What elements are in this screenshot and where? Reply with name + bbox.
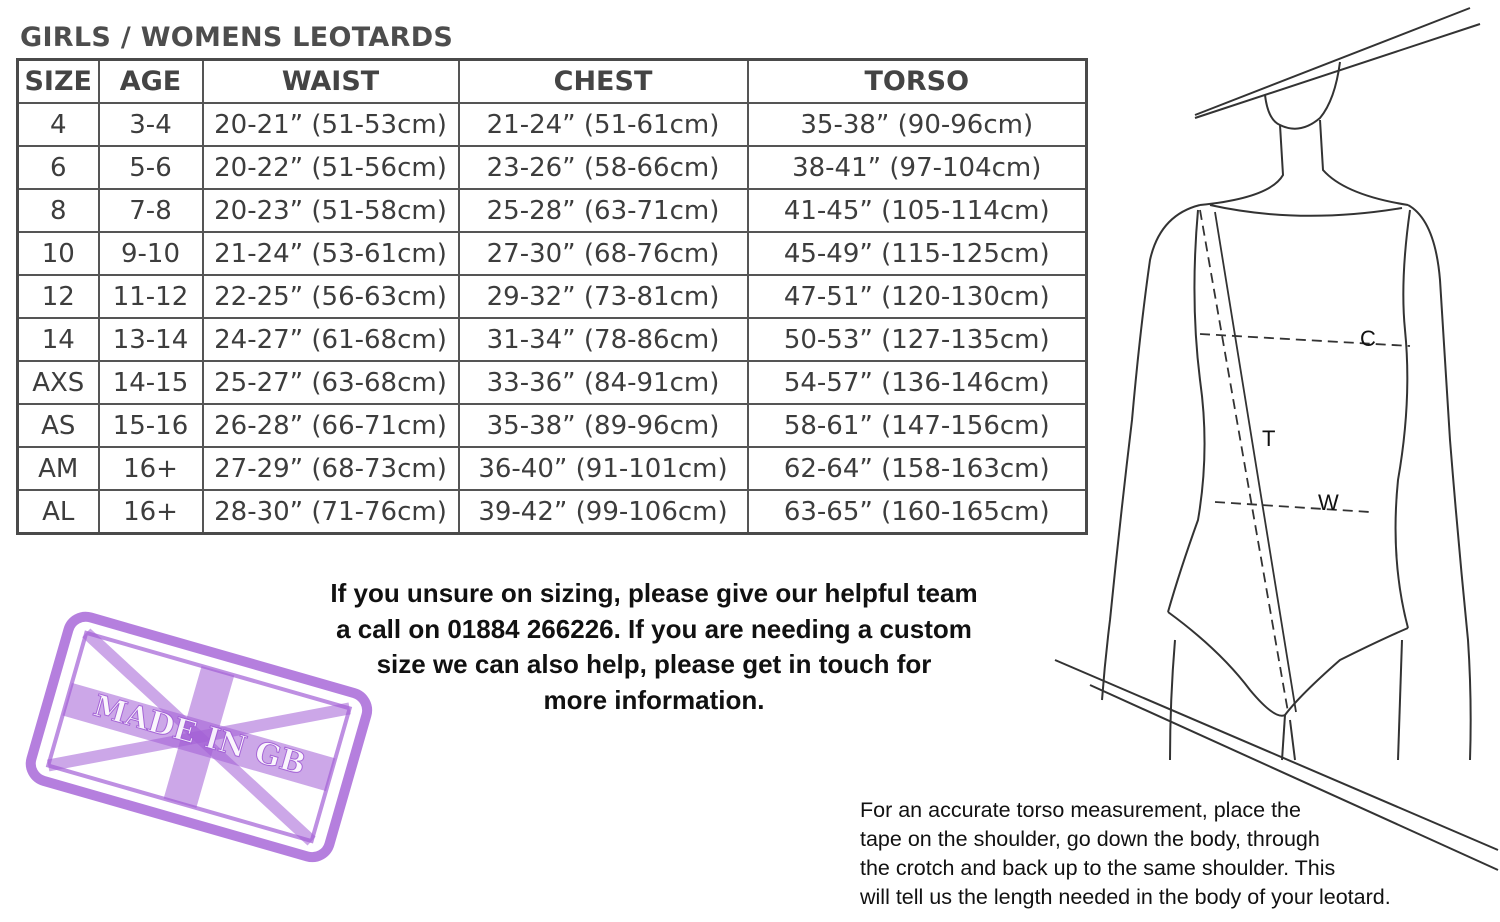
- page-title: GIRLS / WOMENS LEOTARDS: [20, 22, 454, 53]
- cell-waist: 20-22” (51-56cm): [203, 146, 459, 189]
- note-line: For an accurate torso measurement, place the: [860, 798, 1301, 822]
- cell-size: 14: [18, 318, 99, 361]
- header-torso: TORSO: [748, 60, 1087, 104]
- table-row: [18, 146, 1087, 189]
- note-line: tape on the shoulder, go down the body, through: [860, 827, 1320, 851]
- cell-size: AS: [18, 404, 99, 447]
- chest-label: C: [1360, 326, 1376, 351]
- header-chest: CHEST: [459, 60, 748, 104]
- help-line: more information.: [543, 684, 765, 715]
- cell-size: 6: [18, 146, 99, 189]
- cell-size: AL: [18, 490, 99, 534]
- cell-chest: 21-24” (51-61cm): [459, 103, 748, 146]
- cell-torso: 47-51” (120-130cm): [748, 275, 1087, 318]
- size-chart-table: [16, 58, 1088, 535]
- table-row: [18, 232, 1087, 275]
- torso-label: T: [1262, 426, 1276, 451]
- cell-age: 16+: [99, 490, 203, 534]
- made-in-gb-stamp: [0, 610, 400, 910]
- cell-chest: 27-30” (68-76cm): [459, 232, 748, 275]
- stamp-text: MADE IN GB: [89, 688, 310, 783]
- cell-size: 8: [18, 189, 99, 232]
- cell-age: 5-6: [99, 146, 203, 189]
- cell-chest: 39-42” (99-106cm): [459, 490, 748, 534]
- help-line: a call on 01884 266226. If you are needing a custom: [336, 613, 972, 644]
- cell-torso: 41-45” (105-114cm): [748, 189, 1087, 232]
- table-row: [18, 404, 1087, 447]
- help-line: If you unsure on sizing, please give our helpful team: [330, 578, 978, 608]
- cell-age: 3-4: [99, 103, 203, 146]
- cell-waist: 26-28” (66-71cm): [203, 404, 459, 447]
- cell-waist: 20-23” (51-58cm): [203, 189, 459, 232]
- cell-torso: 35-38” (90-96cm): [748, 103, 1087, 146]
- cell-waist: 27-29” (68-73cm): [203, 447, 459, 490]
- table-row: [18, 103, 1087, 146]
- cell-age: 13-14: [99, 318, 203, 361]
- cell-age: 14-15: [99, 361, 203, 404]
- cell-torso: 62-64” (158-163cm): [748, 447, 1087, 490]
- cell-waist: 24-27” (61-68cm): [203, 318, 459, 361]
- table-header-row: [18, 60, 1087, 104]
- note-line: will tell us the length needed in the body of your leotard.: [860, 885, 1391, 909]
- cell-waist: 25-27” (63-68cm): [203, 361, 459, 404]
- table-row: [18, 447, 1087, 490]
- table-row: [18, 361, 1087, 404]
- cell-size: 10: [18, 232, 99, 275]
- note-line: the crotch and back up to the same shoulder. This: [860, 856, 1336, 880]
- cell-waist: 20-21” (51-53cm): [203, 103, 459, 146]
- cell-age: 16+: [99, 447, 203, 490]
- cell-age: 9-10: [99, 232, 203, 275]
- table-row: [18, 189, 1087, 232]
- help-line: size we can also help, please get in touch for: [376, 649, 932, 679]
- cell-age: 15-16: [99, 404, 203, 447]
- cell-torso: 54-57” (136-146cm): [748, 361, 1087, 404]
- waist-label: W: [1318, 490, 1339, 515]
- cell-chest: 35-38” (89-96cm): [459, 404, 748, 447]
- cell-chest: 33-36” (84-91cm): [459, 361, 748, 404]
- header-size: SIZE: [18, 60, 99, 104]
- cell-chest: 36-40” (91-101cm): [459, 447, 748, 490]
- cell-chest: 23-26” (58-66cm): [459, 146, 748, 189]
- cell-waist: 21-24” (53-61cm): [203, 232, 459, 275]
- cell-torso: 45-49” (115-125cm): [748, 232, 1087, 275]
- cell-size: AXS: [18, 361, 99, 404]
- cell-torso: 63-65” (160-165cm): [748, 490, 1087, 534]
- leotard-figure-diagram: [1040, 0, 1500, 922]
- cell-waist: 22-25” (56-63cm): [203, 275, 459, 318]
- cell-age: 7-8: [99, 189, 203, 232]
- cell-torso: 58-61” (147-156cm): [748, 404, 1087, 447]
- table-row: [18, 490, 1087, 534]
- cell-chest: 25-28” (63-71cm): [459, 189, 748, 232]
- cell-chest: 29-32” (73-81cm): [459, 275, 748, 318]
- cell-age: 11-12: [99, 275, 203, 318]
- cell-size: AM: [18, 447, 99, 490]
- header-waist: WAIST: [203, 60, 459, 104]
- cell-torso: 38-41” (97-104cm): [748, 146, 1087, 189]
- table-row: [18, 275, 1087, 318]
- header-age: AGE: [99, 60, 203, 104]
- cell-size: 4: [18, 103, 99, 146]
- table-row: [18, 318, 1087, 361]
- cell-torso: 50-53” (127-135cm): [748, 318, 1087, 361]
- cell-chest: 31-34” (78-86cm): [459, 318, 748, 361]
- cell-size: 12: [18, 275, 99, 318]
- cell-waist: 28-30” (71-76cm): [203, 490, 459, 534]
